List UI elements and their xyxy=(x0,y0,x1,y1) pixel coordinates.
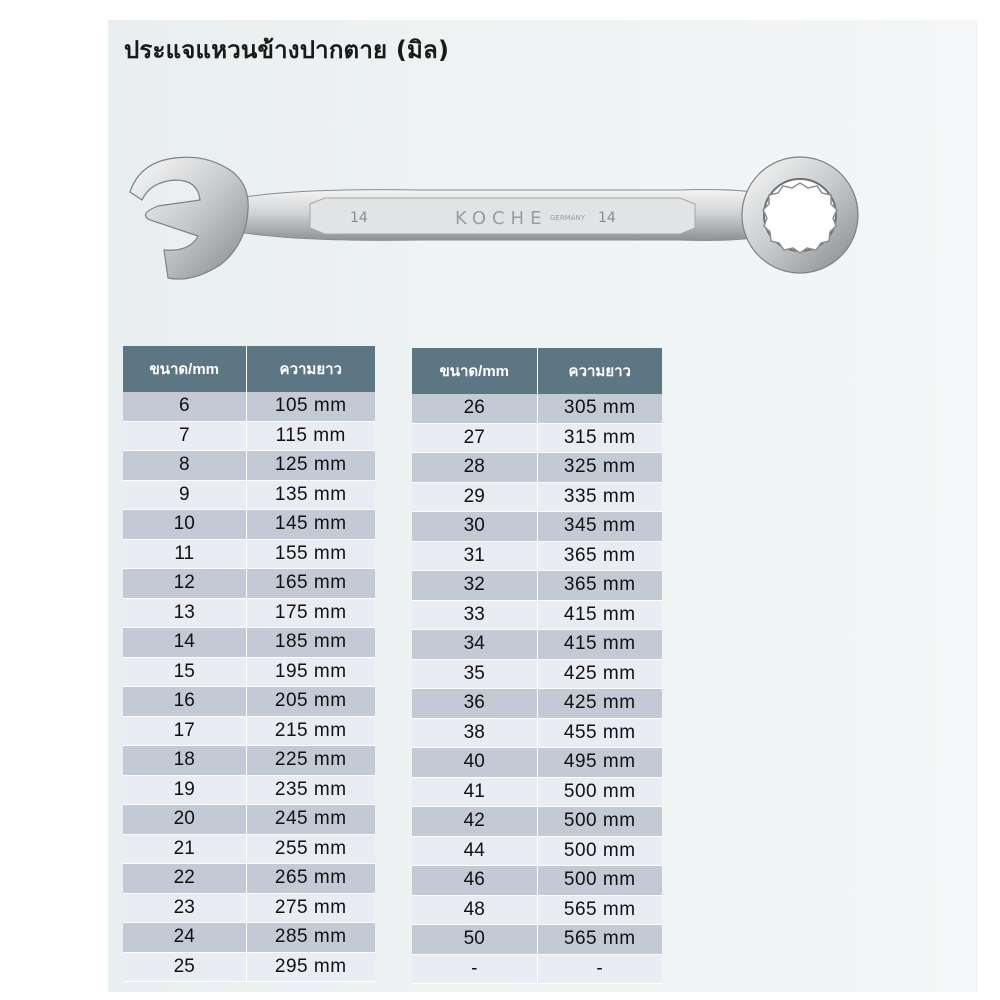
table-row xyxy=(123,628,375,658)
table-row xyxy=(123,805,375,835)
table-row xyxy=(123,421,375,451)
cell-length: 225 mm xyxy=(246,746,375,776)
cell-length: 215 mm xyxy=(246,716,375,746)
cell-length: 145 mm xyxy=(246,510,375,540)
cell-length: 425 mm xyxy=(537,689,662,719)
cell-length: - xyxy=(537,954,662,984)
cell-size: 6 xyxy=(123,392,246,421)
header-length: ความยาว xyxy=(537,348,662,394)
table-header-row xyxy=(123,346,375,392)
cell-size: 10 xyxy=(123,510,246,540)
table-row xyxy=(412,718,662,748)
cell-size: 32 xyxy=(412,571,537,601)
cell-length: 335 mm xyxy=(537,482,662,512)
table-row xyxy=(412,689,662,719)
table-row xyxy=(123,746,375,776)
cell-length: 285 mm xyxy=(246,923,375,953)
table-row xyxy=(123,657,375,687)
table-row xyxy=(123,539,375,569)
cell-size: 17 xyxy=(123,716,246,746)
table-row xyxy=(412,512,662,542)
cell-length: 500 mm xyxy=(537,807,662,837)
table-row xyxy=(123,480,375,510)
cell-size: 42 xyxy=(412,807,537,837)
cell-length: 500 mm xyxy=(537,866,662,896)
table-row xyxy=(123,392,375,421)
cell-size: 34 xyxy=(412,630,537,660)
wrench-size-left: 14 xyxy=(350,210,368,226)
cell-size: 30 xyxy=(412,512,537,542)
cell-size: 21 xyxy=(123,834,246,864)
cell-size: 50 xyxy=(412,925,537,955)
cell-size: 20 xyxy=(123,805,246,835)
table-row xyxy=(123,510,375,540)
wrench-size-right: 14 xyxy=(598,210,616,226)
cell-length: 135 mm xyxy=(246,480,375,510)
cell-length: 115 mm xyxy=(246,421,375,451)
cell-size: 40 xyxy=(412,748,537,778)
cell-length: 500 mm xyxy=(537,836,662,866)
cell-size: - xyxy=(412,954,537,984)
table-row xyxy=(412,777,662,807)
header-size: ขนาด/mm xyxy=(412,348,537,394)
cell-length: 500 mm xyxy=(537,777,662,807)
table-row xyxy=(123,834,375,864)
wrench-image xyxy=(120,140,860,290)
header-length: ความยาว xyxy=(246,346,375,392)
table-row xyxy=(412,925,662,955)
cell-size: 13 xyxy=(123,598,246,628)
cell-length: 305 mm xyxy=(537,394,662,423)
table-row xyxy=(412,748,662,778)
table-row xyxy=(412,600,662,630)
table-row xyxy=(412,482,662,512)
cell-length: 265 mm xyxy=(246,864,375,894)
cell-size: 27 xyxy=(412,423,537,453)
table-row xyxy=(123,569,375,599)
cell-length: 315 mm xyxy=(537,423,662,453)
table-row xyxy=(412,394,662,423)
table-row xyxy=(412,571,662,601)
wrench-brand: KOCHE xyxy=(455,208,548,229)
cell-size: 22 xyxy=(123,864,246,894)
table-row xyxy=(412,630,662,660)
cell-length: 235 mm xyxy=(246,775,375,805)
cell-size: 46 xyxy=(412,866,537,896)
cell-size: 9 xyxy=(123,480,246,510)
table-row xyxy=(123,775,375,805)
cell-size: 33 xyxy=(412,600,537,630)
cell-size: 14 xyxy=(123,628,246,658)
table-row xyxy=(123,893,375,923)
size-table-right xyxy=(412,348,662,984)
table-row xyxy=(123,923,375,953)
table-row xyxy=(412,954,662,984)
table-row xyxy=(412,423,662,453)
table-row xyxy=(123,716,375,746)
cell-length: 255 mm xyxy=(246,834,375,864)
cell-size: 12 xyxy=(123,569,246,599)
cell-length: 425 mm xyxy=(537,659,662,689)
cell-length: 295 mm xyxy=(246,952,375,982)
cell-size: 24 xyxy=(123,923,246,953)
cell-length: 165 mm xyxy=(246,569,375,599)
cell-length: 275 mm xyxy=(246,893,375,923)
header-size: ขนาด/mm xyxy=(123,346,246,392)
cell-size: 25 xyxy=(123,952,246,982)
cell-length: 155 mm xyxy=(246,539,375,569)
size-table-left xyxy=(123,346,375,982)
cell-length: 495 mm xyxy=(537,748,662,778)
cell-length: 415 mm xyxy=(537,630,662,660)
cell-size: 8 xyxy=(123,451,246,481)
cell-length: 105 mm xyxy=(246,392,375,421)
table-row xyxy=(412,541,662,571)
cell-size: 26 xyxy=(412,394,537,423)
cell-size: 38 xyxy=(412,718,537,748)
cell-size: 31 xyxy=(412,541,537,571)
cell-length: 345 mm xyxy=(537,512,662,542)
cell-length: 365 mm xyxy=(537,541,662,571)
table-row xyxy=(123,687,375,717)
cell-size: 18 xyxy=(123,746,246,776)
table-row xyxy=(412,836,662,866)
cell-size: 7 xyxy=(123,421,246,451)
cell-length: 565 mm xyxy=(537,895,662,925)
cell-length: 245 mm xyxy=(246,805,375,835)
cell-size: 29 xyxy=(412,482,537,512)
wrench-small-text: GERMANY xyxy=(550,214,586,222)
cell-size: 36 xyxy=(412,689,537,719)
cell-length: 415 mm xyxy=(537,600,662,630)
cell-size: 23 xyxy=(123,893,246,923)
cell-length: 175 mm xyxy=(246,598,375,628)
cell-length: 455 mm xyxy=(537,718,662,748)
table-header-row xyxy=(412,348,662,394)
cell-length: 195 mm xyxy=(246,657,375,687)
page-title: ประแจแหวนข้างปากตาย (มิล) xyxy=(124,36,450,64)
table-row xyxy=(412,807,662,837)
table-row xyxy=(123,864,375,894)
cell-length: 325 mm xyxy=(537,453,662,483)
cell-length: 565 mm xyxy=(537,925,662,955)
table-row xyxy=(123,598,375,628)
cell-size: 35 xyxy=(412,659,537,689)
table-row xyxy=(412,453,662,483)
cell-length: 365 mm xyxy=(537,571,662,601)
table-row xyxy=(412,895,662,925)
table-row xyxy=(412,866,662,896)
cell-size: 48 xyxy=(412,895,537,925)
cell-size: 15 xyxy=(123,657,246,687)
cell-size: 44 xyxy=(412,836,537,866)
cell-size: 19 xyxy=(123,775,246,805)
cell-size: 28 xyxy=(412,453,537,483)
cell-size: 16 xyxy=(123,687,246,717)
cell-length: 205 mm xyxy=(246,687,375,717)
cell-length: 185 mm xyxy=(246,628,375,658)
table-row xyxy=(123,451,375,481)
table-row xyxy=(123,952,375,982)
cell-length: 125 mm xyxy=(246,451,375,481)
cell-size: 41 xyxy=(412,777,537,807)
cell-size: 11 xyxy=(123,539,246,569)
table-row xyxy=(412,659,662,689)
